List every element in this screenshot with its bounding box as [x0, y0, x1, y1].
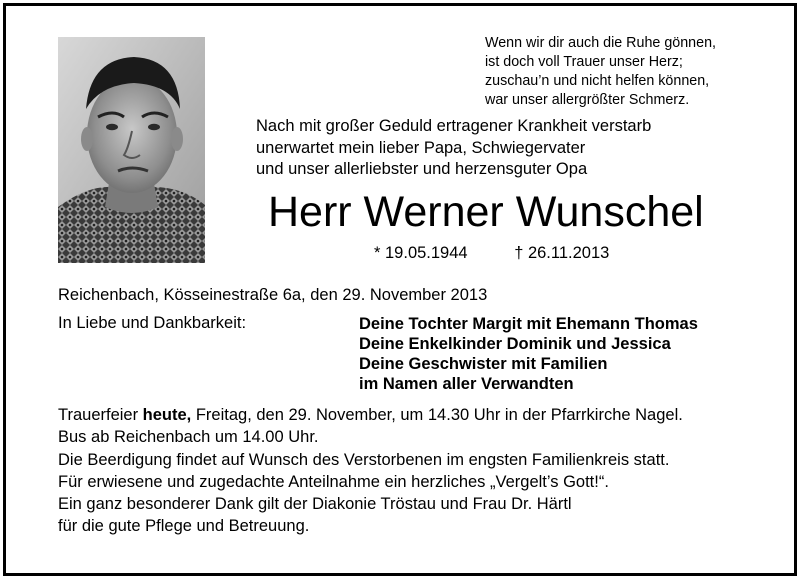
- portrait-photo: [58, 37, 205, 263]
- death-date: † 26.11.2013: [514, 244, 610, 262]
- intro-line: unerwartet mein lieber Papa, Schwiegervater: [256, 138, 586, 157]
- funeral-today: heute,: [142, 406, 192, 424]
- poem: [485, 34, 775, 110]
- life-dates: [374, 242, 609, 264]
- burial-line: Die Beerdigung findet auf Wunsch des Verstorbenen im engsten Familienkreis statt.: [58, 450, 670, 469]
- intro-line: Nach mit großer Geduld ertragener Krankheit verstarb: [256, 117, 652, 135]
- mourner-line: Deine Tochter Margit mit Ehemann Thomas: [359, 315, 698, 333]
- poem-line: Wenn wir dir auch die Ruhe gönnen,: [485, 35, 717, 51]
- birth-date: * 19.05.1944: [374, 244, 468, 262]
- special-thanks-line: Ein ganz besonderer Dank gilt der Diakonie Tröstau und Frau Dr. Härtl: [58, 495, 572, 514]
- bus-line: Bus ab Reichenbach um 14.00 Uhr.: [58, 428, 319, 447]
- funeral-prefix: Trauerfeier: [58, 406, 143, 424]
- mourner-line: im Namen aller Verwandten: [359, 375, 574, 393]
- place-and-date: Reichenbach, Kösseinestraße 6a, den 29. November 2013: [58, 286, 488, 304]
- poem-line: war unser allergrößter Schmerz.: [485, 92, 690, 108]
- funeral-line: [58, 404, 778, 426]
- funeral-notice: [58, 404, 778, 538]
- intro-line: und unser allerliebster und herzensguter Opa: [256, 160, 588, 178]
- mourner-line: Deine Geschwister mit Familien: [359, 355, 608, 373]
- mourner-line: Deine Enkelkinder Dominik und Jessica: [359, 335, 671, 353]
- funeral-details: Freitag, den 29. November, um 14.30 Uhr in der Pfarrkirche Nagel.: [191, 406, 683, 424]
- mourners-list: [359, 314, 698, 394]
- poem-line: zuschau’n und nicht helfen können,: [485, 73, 710, 89]
- thanks-label: In Liebe und Dankbarkeit:: [58, 314, 247, 332]
- sympathy-line: Für erwiesene und zugedachte Anteilnahme ein herzliches „Vergelt’s Gott!“.: [58, 472, 609, 491]
- special-thanks-line: für die gute Pflege und Betreuung.: [58, 517, 310, 536]
- intro-text: [256, 116, 736, 181]
- deceased-name: Herr Werner Wunschel: [268, 188, 704, 236]
- poem-line: ist doch voll Trauer unser Herz;: [485, 54, 683, 70]
